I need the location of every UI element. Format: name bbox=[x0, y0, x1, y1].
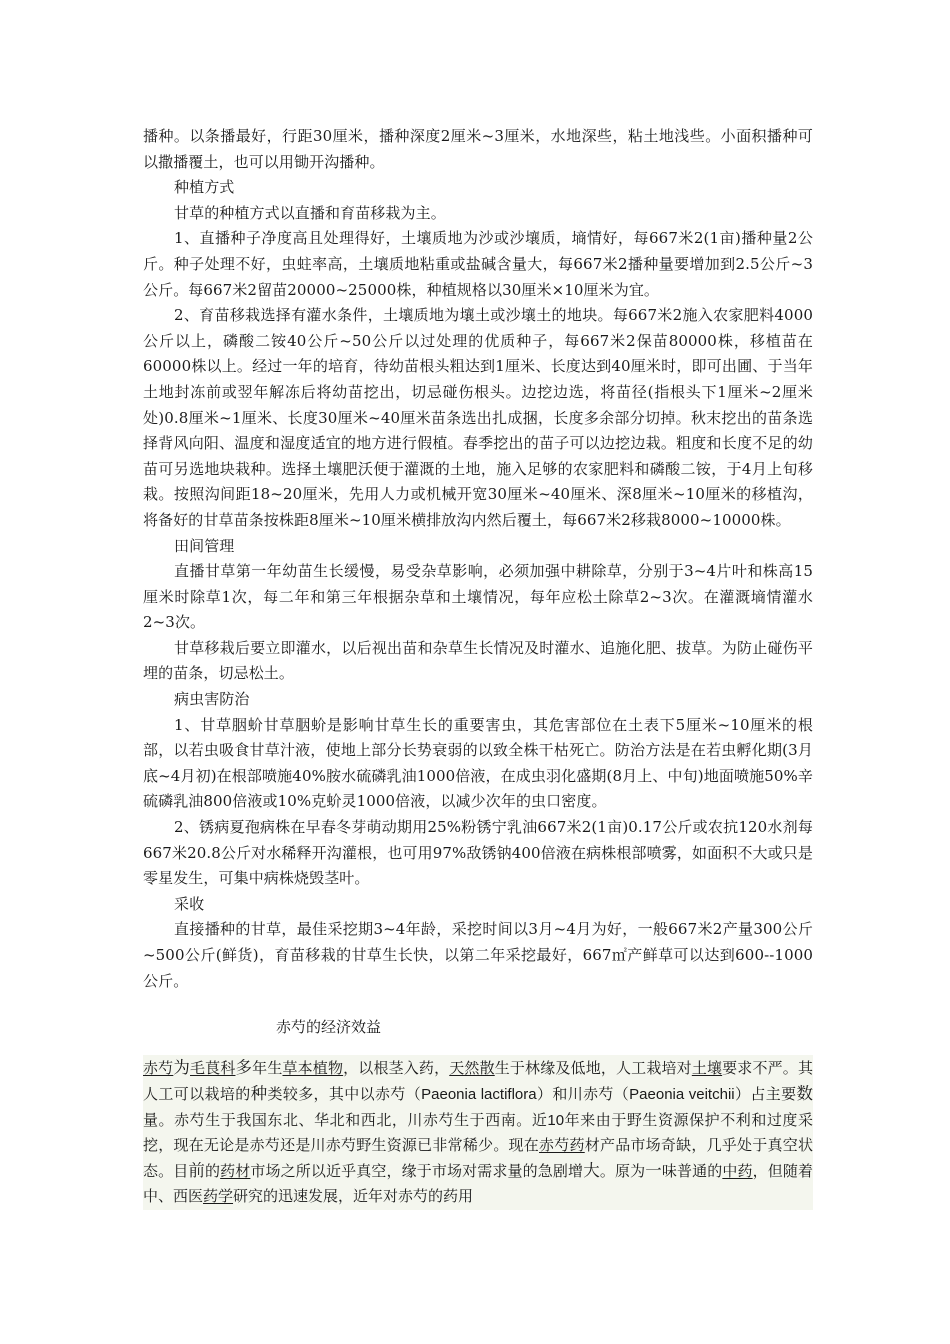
text-run: 类较多，其中以赤芍（ bbox=[267, 1085, 422, 1104]
paragraph-pest-scale-insect: 1、甘草胭蚧甘草胭蚧是影响甘草生长的重要害虫，其危害部位在土表下5厘米~10厘米的根部，以若虫吸食甘草汁液，使地上部分长势衰弱的以致全株干枯死亡。防治方法是在若虫孵化期(3月底~4月初)在根部喷施40%胺水硫磷乳油1000倍液，在成虫羽化盛期(8月上、中旬)地面喷施50%辛硫磷乳油800倍液或10%克蚧灵1000倍液，以减少次年的虫口密度。 bbox=[143, 715, 813, 811]
text-run: ，以根茎入药， bbox=[343, 1059, 450, 1077]
text-run: 材产品市场奇缺，几乎处于真空状态。目 bbox=[143, 1135, 813, 1181]
link-chishao[interactable]: 赤芍 bbox=[143, 1059, 174, 1077]
text-run: 味普通的 bbox=[661, 1162, 723, 1181]
heading-planting-method: 种植方式 bbox=[174, 178, 235, 197]
text-run: 种 bbox=[250, 1084, 268, 1104]
latin-name-lactiflora: Paeonia lactiflora bbox=[421, 1086, 537, 1104]
link-ranunculaceae[interactable]: 毛茛科 bbox=[190, 1059, 236, 1077]
text-run: 量。赤芍生于我国东北、华北和西北，川赤芍生于西南。近 bbox=[143, 1110, 548, 1129]
link-chinese-medicine[interactable]: 中药 bbox=[722, 1162, 753, 1181]
text-run: 多 bbox=[235, 1058, 253, 1077]
text-run: 市场之所以近乎真空，缘于市场对需求量的急剧增 bbox=[250, 1162, 584, 1181]
text-run: 的 bbox=[205, 1162, 221, 1181]
text-run: 大 bbox=[583, 1161, 600, 1181]
text-run: 要求不严。其人工可以栽培的 bbox=[143, 1059, 813, 1104]
heading-field-management: 田间管理 bbox=[174, 536, 235, 555]
section-title-red-peony: 赤芍的经济效益 bbox=[276, 1018, 382, 1036]
paragraph-red-peony bbox=[143, 1055, 813, 1210]
text-run: 一 bbox=[645, 1161, 662, 1181]
latin-name-veitchii: Paeonia veitchii bbox=[629, 1086, 735, 1104]
text-run: 年来由于野生资源保护不利和过度采挖，现在无论是赤芍还是川赤芍野生资源已非常稀少。现在 bbox=[143, 1110, 813, 1154]
text-run: ）和川赤芍（ bbox=[536, 1085, 630, 1104]
paragraph-direct-sowing: 1、直播种子净度高且处理得好，土壤质地为沙或沙壤质，墒情好，每667米2(1亩)播种量2公斤。种子处理不好，虫蛀率高，土壤质地粘重或盐碱含量大，每667米2播种量要增加到2.5公斤~3公斤。每667米2留苗20000~25000株，种植规格以30厘米×10厘米为宜。 bbox=[143, 229, 813, 299]
text-run: 数 bbox=[796, 1084, 813, 1104]
text-run: ，但随着中、西医 bbox=[143, 1162, 813, 1206]
paragraph-harvest: 直接播种的甘草，最佳采挖期3~4年龄，采挖时间以3月~4月为好，一般667米2产量300公斤~500公斤(鲜货)，育苗移栽的甘草生长快，以第二年采挖最好，667㎡产鲜草可以达到600--1000公斤。 bbox=[143, 920, 813, 990]
paragraph-seedling-transplant: 2、育苗移栽选择有灌水条件，土壤质地为壤土或沙壤土的地块。每667米2施入农家肥料4000公斤以上，磷酸二铵40公斤~50公斤以过处理的优质种子，每667米2保苗80000株，移植苗在60000株以上。经过一年的培育，待幼苗根头粗达到1厘米、长度达到40厘米时，即可出圃、于当年土地封冻前或翌年解冻后将幼苗挖出，切忌碰伤根头。边挖边选，将苗径(指根头下1厘米~2厘米处)0.8厘米~1厘米、长度30厘米~40厘米苗条选出扎成捆，长度多余部分切掉。秋末挖出的苗条选择背风向阳、温度和湿度适宜的地方进行假植。春季挖出的苗子可以边挖边栽。粗度和长度不足的幼苗可另选地块栽种。选择土壤肥沃便于灌溉的土地，施入足够的农家肥料和磷酸二铵，于4月上旬移栽。按照沟间距18~20厘米，先用人力或机械开宽30厘米~40厘米、深8厘米~10厘米的移植沟，将备好的甘草苗条按株距8厘米~10厘米横排放沟内然后覆土，每667米2移栽8000~10000株。 bbox=[143, 306, 813, 529]
link-pharmacy[interactable]: 药学 bbox=[203, 1187, 234, 1206]
text-run: 生于林缘及低地，人工栽培对 bbox=[494, 1059, 692, 1077]
link-herbaceous-plant[interactable]: 草本植物 bbox=[282, 1059, 344, 1077]
text-run: 研究的迅速发展，近年对赤芍的药用 bbox=[233, 1187, 474, 1206]
link-natural-distribution[interactable]: 天然散 bbox=[449, 1059, 495, 1077]
paragraph-sowing: 播种。以条播最好，行距30厘米，播种深度2厘米~3厘米，水地深些，粘土地浅些。小面积播种可以撒播覆土，也可以用锄开沟播种。 bbox=[143, 127, 813, 171]
licorice-cultivation-section bbox=[143, 124, 813, 994]
text-run: ）占主要 bbox=[734, 1085, 797, 1104]
text-run-number: 10 bbox=[547, 1111, 565, 1129]
heading-pest-control: 病虫害防治 bbox=[174, 690, 250, 709]
link-soil[interactable]: 土壤 bbox=[691, 1059, 723, 1077]
text-run: 前 bbox=[188, 1161, 206, 1181]
text-run: 。原为 bbox=[599, 1162, 646, 1181]
heading-harvest: 采收 bbox=[174, 894, 205, 913]
paragraph-field-irrigation: 甘草移栽后要立即灌水，以后视出苗和杂草生长情况及时灌水、追施化肥、拔草。为防止碰伤平埋的苗条，切忌松土。 bbox=[143, 638, 813, 683]
text-run: 为 bbox=[173, 1058, 190, 1077]
paragraph-field-weeding: 直播甘草第一年幼苗生长缓慢，易受杂草影响，必须加强中耕除草，分别于3~4片叶和株高15厘米时除草1次，每二年和第三年根据杂草和土壤情况，每年应松土除草2~3次。在灌溉墒情灌水2~3次。 bbox=[143, 562, 813, 632]
paragraph-planting-method: 甘草的种植方式以直播和育苗移栽为主。 bbox=[174, 203, 446, 222]
link-chishao-herb[interactable]: 赤芍药 bbox=[539, 1135, 585, 1154]
paragraph-pest-rust: 2、锈病夏孢病株在早春冬芽萌动期用25%粉锈宁乳油667米2(1亩)0.17公斤或农抗120水剂每667米20.8公斤对水稀释开沟灌根，也可用97%敌锈钠400倍液在病株根部喷雾，如面积不大或只是零星发生，可集中病株烧毁茎叶。 bbox=[143, 818, 813, 888]
link-medicinal-material[interactable]: 药材 bbox=[220, 1162, 251, 1181]
red-peony-economics-section bbox=[143, 1055, 813, 1210]
text-run: 年生 bbox=[252, 1059, 283, 1077]
